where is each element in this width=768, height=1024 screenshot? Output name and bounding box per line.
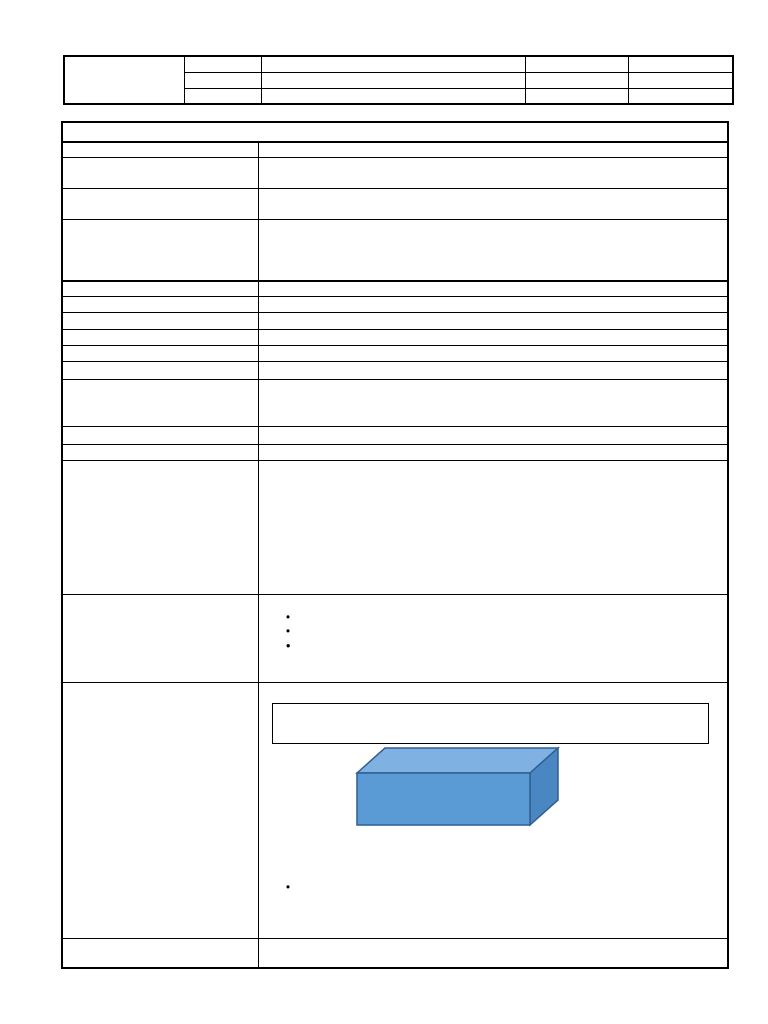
header-table [63,55,734,105]
prism-front-face [357,773,530,825]
rectangular-prism-figure [350,745,562,827]
prism-top-face [357,748,558,773]
lesson-plan-table [61,121,729,969]
problem-box [272,703,709,744]
